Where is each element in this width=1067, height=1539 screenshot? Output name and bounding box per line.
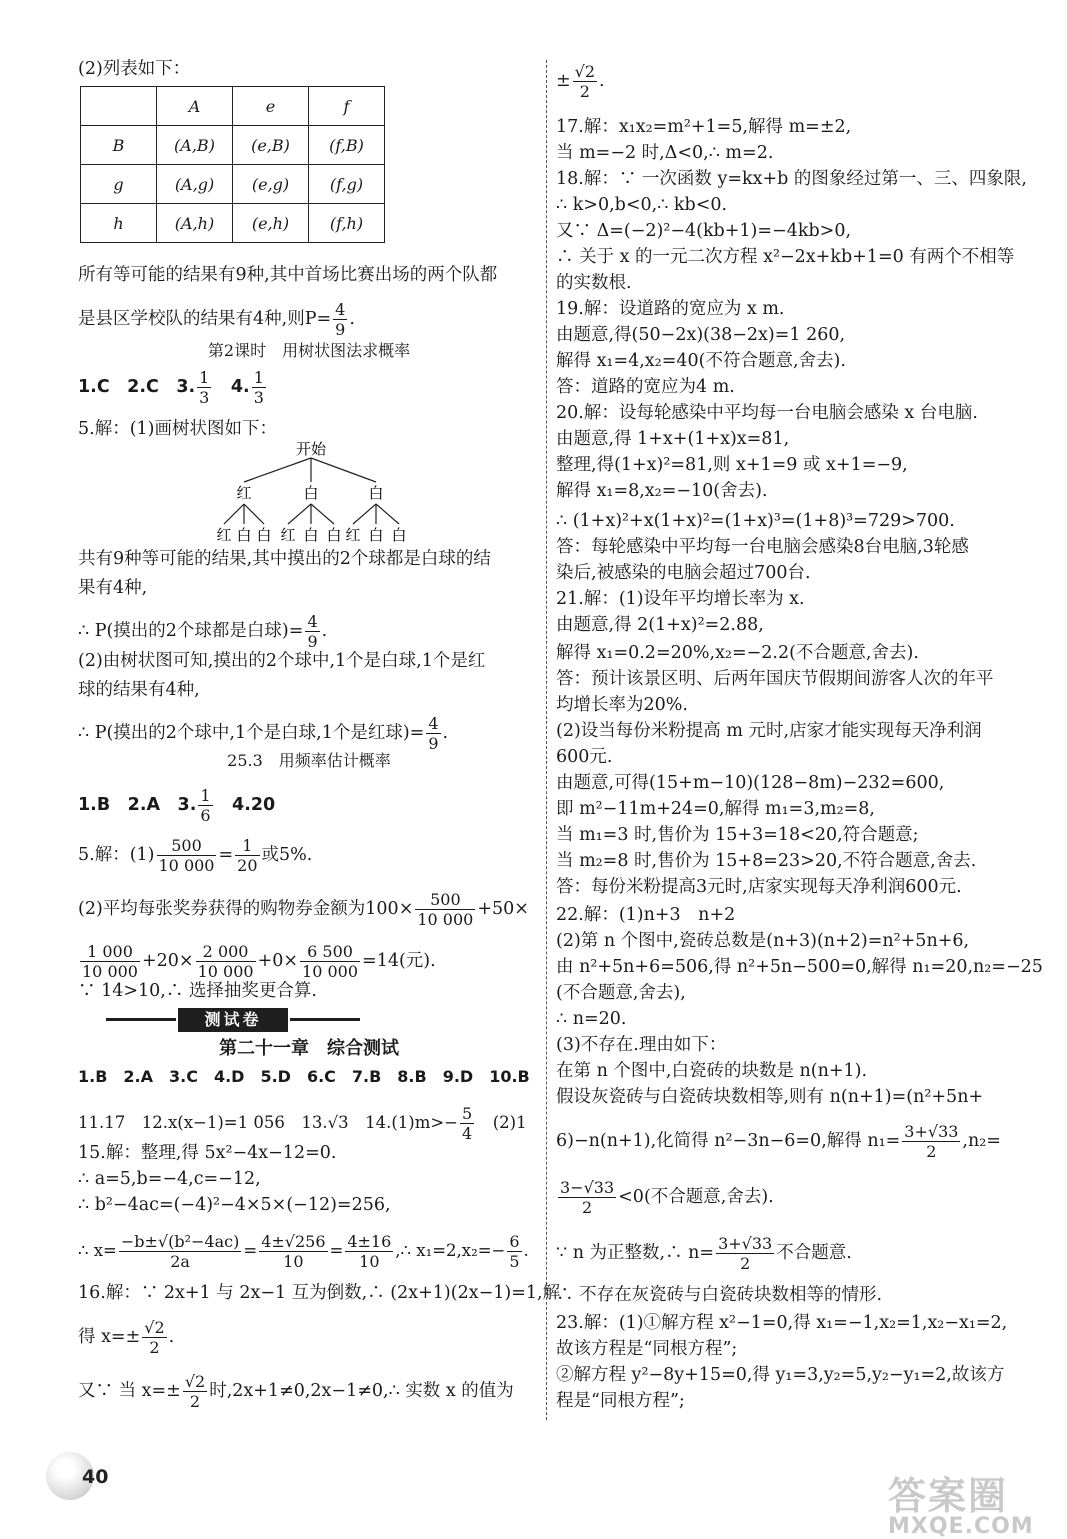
text-line: 故该方程是“同根方程”; [556, 1339, 738, 1359]
text-line: 答：每轮感染中平均每一台电脑会感染8台电脑,3轮感 [556, 537, 969, 557]
text-line: ∵ 14>10,∴ 选择抽奖更合算. [78, 981, 317, 1001]
text-line: 5.解：(1)画树状图如下： [78, 419, 277, 439]
text-line: (2)设当每份米粉提高 m 元时,店家才能实现每天净利润 [556, 721, 982, 741]
text-line: ∵ n 为正整数,∴ n= $\frac{3+√33}{2}$ 不合题意. [556, 1234, 852, 1273]
text-line: 又∵ Δ=(−2)²−4(kb+1)=−4kb>0, [556, 221, 852, 241]
table-cell: (e,g) [233, 165, 309, 204]
fraction: $\frac{2 000}{10 000}$ [197, 942, 254, 981]
text-line: 共有9种等可能的结果,其中摸出的2个球都是白球的结 [78, 549, 491, 569]
watermark [888, 1476, 1034, 1538]
fraction: $\frac{4\pm√256}{10}$ [261, 1232, 326, 1271]
fraction: $\frac{√2}{2}$ [184, 1372, 206, 1411]
text-line: 即 m²−11m+24=0,解得 m₁=3,m₂=8, [556, 799, 875, 819]
text-line: 整理,得(1+x)²=81,则 x+1=9 或 x+1=−9, [556, 455, 908, 475]
table-cell: A [157, 87, 233, 126]
tree-leaf: 红 [280, 526, 296, 544]
table-cell: h [81, 204, 157, 243]
fraction: $\frac{1}{20}$ [237, 836, 258, 875]
fraction: $\frac{5}{4}$ [462, 1104, 473, 1143]
tree-root: 开始 [295, 440, 327, 458]
text-line: $\frac{1 000}{10 000}$ +20× $\frac{2 000}{10 000}$ +0× $\frac{6 500}{10 000}$ =14(元). [82, 942, 436, 981]
text-line: 由 n²+5n+6=506,得 n²+5n−500=0,解得 n₁=20,n₂=−25 [556, 957, 1043, 977]
text-line: (3)不存在.理由如下： [556, 1035, 727, 1055]
text-line: 由题意,得 2(1+x)²=2.88, [556, 615, 764, 635]
fraction: $\frac{\text{−b±√(b²−4ac)}}{2a}$ [120, 1232, 240, 1271]
fraction: $\frac{1 000}{10 000}$ [82, 942, 138, 981]
text-line: ∴ (1+x)²+x(1+x)²=(1+x)³=(1+8)³=729>700. [556, 511, 955, 531]
watermark-url: MXQE.COM [888, 1514, 1034, 1539]
tree-leaf: 白 [256, 526, 272, 544]
text-line: 答：预计该景区明、后两年国庆节假期间游客人次的年平 [556, 669, 994, 689]
text-line: 答：每份米粉提高3元时,店家实现每天净利润600元. [556, 877, 962, 897]
table-row [81, 126, 385, 165]
section-heading: 第2课时 用树状图法求概率 [207, 341, 411, 360]
outcome-table [80, 86, 385, 243]
tree-leaf: 白 [236, 526, 252, 544]
tree-diagram [218, 440, 418, 548]
tree-leaf: 白 [303, 526, 319, 544]
text-line: 6)−n(n+1),化简得 n²−3n−6=0,解得 n₁= $\frac{3+√33}{2}$ ,n₂= [556, 1122, 1001, 1161]
text-line: 21.解：(1)设年平均增长率为 x. [556, 589, 805, 609]
text-line: 的实数根. [556, 273, 632, 293]
text-line: 果有4种, [78, 578, 148, 598]
text-line: (不合题意,舍去), [556, 983, 686, 1003]
table-cell: (A,B) [157, 126, 233, 165]
table-cell: B [81, 126, 157, 165]
tree-leaf: 白 [326, 526, 342, 544]
table-cell: e [233, 87, 309, 126]
text-line: 程是“同根方程”; [556, 1391, 685, 1411]
table-row [81, 165, 385, 204]
text-line: ∴ 关于 x 的一元二次方程 x²−2x+kb+1=0 有两个不相等 [556, 247, 1015, 267]
text-line: 解得 x₁=0.2=20%,x₂=−2.2(不合题意,舍去). [556, 643, 919, 663]
text-line: ②解方程 y²−8y+15=0,得 y₁=3,y₂=5,y₂−y₁=2,故该方 [556, 1365, 1005, 1385]
text-line: (2)平均每张奖券获得的购物券金额为100× $\frac{500}{10 000}$ +50× [78, 890, 529, 929]
table-cell: (A,g) [157, 165, 233, 204]
table-cell: (A,h) [157, 204, 233, 243]
text-line: $\frac{3-√33}{2}$ <0(不合题意,舍去). [560, 1178, 774, 1217]
text-line: 15.解：整理,得 5x²−4x−12=0. [78, 1143, 337, 1163]
fraction: $\frac{4}{9}$ [428, 714, 439, 753]
fraction: $\frac{3+√33}{2}$ [718, 1234, 773, 1273]
text-line: (2)第 n 个图中,瓷砖总数是(n+3)(n+2)=n²+5n+6, [556, 931, 970, 951]
text-line: 23.解：(1)①解方程 x²−1=0,得 x₁=−1,x₂=1,x₂−x₁=2, [556, 1313, 1008, 1333]
table-cell: (f,g) [309, 165, 385, 204]
text-line: 由题意,得(50−2x)(38−2x)=1 260, [556, 325, 846, 345]
answer-line: 1.B 2.A 3.C 4.D 5.D 6.C 7.B 8.B 9.D 10.B [78, 1067, 530, 1086]
fraction: $\frac{1}{3}$ [199, 368, 210, 407]
text-line: ∴ 不存在灰瓷砖与白瓷砖块数相等的情形. [556, 1285, 883, 1305]
text-line: 答：道路的宽应为4 m. [556, 377, 735, 397]
text-line: ∴ n=20. [556, 1009, 627, 1029]
answer-line: 11.17 12.x(x−1)=1 056 13.√3 14.(1)m>− $\frac{5}{4}$ (2)1 [78, 1104, 527, 1143]
table-cell: f [309, 87, 385, 126]
answer-line: 1.B 2.A 3. $\frac{1}{6}$ 4.20 [78, 786, 276, 825]
text-line: ∴ x= $\frac{\text{−b±√(b²−4ac)}}{2a}$ = $\frac{4\pm√256}{10}$ = $\frac{4\pm 16}{10}$ ,∴ x₁=2,x₂=− $\frac{6}{5}$ . [78, 1232, 529, 1271]
text-line: 当 m=−2 时,Δ<0,∴ m=2. [556, 143, 774, 163]
text-line: 18.解：∵ 一次函数 y=kx+b 的图象经过第一、三、四象限, [556, 169, 1027, 189]
fraction: $\frac{4\pm 16}{10}$ [347, 1232, 392, 1271]
text-line: 600元. [556, 747, 613, 767]
text-line: ∴ P(摸出的2个球中,1个是白球,1个是红球)= $\frac{4}{9}$ . [78, 714, 449, 753]
text-line: 在第 n 个图中,白瓷砖的块数是 n(n+1). [556, 1061, 868, 1081]
table-cell: (e,h) [233, 204, 309, 243]
tree-leaf: 白 [391, 526, 407, 544]
tree-leaf: 白 [368, 526, 384, 544]
tree-node: 白 [303, 484, 319, 502]
fraction: $\frac{4}{9}$ [307, 612, 318, 651]
text-line: 当 m₂=8 时,售价为 15+8=23>20,不符合题意,舍去. [556, 851, 977, 871]
text-line: ∴ b²−4ac=(−4)²−4×5×(−12)=256, [78, 1195, 391, 1215]
text-line: 当 m₁=3 时,售价为 15+3=18<20,符合题意; [556, 825, 919, 845]
answer-line: 1.C 2.C 3. $\frac{1}{3}$ 4. $\frac{1}{3}$ [78, 368, 264, 407]
tree-leaf: 红 [345, 526, 361, 544]
section-heading: 25.3 用频率估计概率 [227, 751, 391, 770]
text-line: 假设灰瓷砖与白瓷砖块数相等,则有 n(n+1)=(n²+5n+ [556, 1087, 984, 1107]
text-line: 是县区学校队的结果有4种,则P= $\frac{4}{9}$ . [78, 300, 355, 339]
text-line: 均增长率为20%. [556, 695, 688, 715]
column-divider [546, 60, 547, 1420]
fraction: $\frac{1}{3}$ [253, 368, 264, 407]
table-row [81, 87, 385, 126]
fraction: $\frac{3+√33}{2}$ [904, 1122, 959, 1161]
fraction: $\frac{√2}{2}$ [144, 1318, 165, 1357]
fraction: $\frac{4}{9}$ [335, 300, 346, 339]
table-cell: g [81, 165, 157, 204]
fraction: $\frac{500}{10 000}$ [158, 836, 215, 875]
text-line: 20.解：设每轮感染中平均每一台电脑会感染 x 台电脑. [556, 403, 978, 423]
text-line: 5.解：(1) $\frac{500}{10 000}$ = $\frac{1}{20}$ 或5%. [78, 836, 313, 875]
fraction: $\frac{6}{5}$ [509, 1232, 520, 1271]
text-line: ± $\frac{√2}{2}$ . [556, 62, 605, 101]
text-line: 22.解：(1)n+3 n+2 [556, 905, 736, 925]
text-line: 又∵ 当 x=± $\frac{√2}{2}$ 时,2x+1≠0,2x−1≠0,∴ 实数 x 的值为 [78, 1372, 514, 1411]
fraction: $\frac{500}{10 000}$ [417, 890, 474, 929]
table-cell [81, 87, 157, 126]
watermark-logo: 答案圈 [888, 1474, 1009, 1518]
text-line: 染后,被感染的电脑会超过700台. [556, 563, 811, 583]
text-line: 球的结果有4种, [78, 680, 200, 700]
text-line: 17.解：x₁x₂=m²+1=5,解得 m=±2, [556, 117, 852, 137]
tree-node: 白 [368, 484, 384, 502]
fraction: $\frac{1}{6}$ [200, 786, 211, 825]
text-line: 由题意,可得(15+m−10)(128−8m)−232=600, [556, 773, 945, 793]
table-cell: (f,h) [309, 204, 385, 243]
text-line: 由题意,得 1+x+(1+x)x=81, [556, 429, 790, 449]
text-line: (2)由树状图可知,摸出的2个球中,1个是白球,1个是红 [78, 651, 486, 671]
test-paper-banner: 测试卷 [178, 1008, 288, 1032]
tree-leaf: 红 [216, 526, 232, 544]
text-line: (2)列表如下： [78, 59, 191, 79]
text-line: 得 x=± $\frac{√2}{2}$ . [78, 1318, 175, 1357]
text-line: ∴ a=5,b=−4,c=−12, [78, 1169, 261, 1189]
page-number: 40 [82, 1466, 109, 1488]
text-line: 解得 x₁=8,x₂=−10(舍去). [556, 481, 768, 501]
fraction: $\frac{6 500}{10 000}$ [302, 942, 359, 981]
fraction: $\frac{√2}{2}$ [574, 62, 596, 101]
table-cell: (f,B) [309, 126, 385, 165]
text-line: 16.解：∵ 2x+1 与 2x−1 互为倒数,∴ (2x+1)(2x−1)=1,解 [78, 1283, 561, 1303]
text-line: 19.解：设道路的宽应为 x m. [556, 299, 785, 319]
chapter-heading: 第二十一章 综合测试 [219, 1038, 399, 1059]
text-line: 所有等可能的结果有9种,其中首场比赛出场的两个队都 [78, 265, 498, 285]
tree-node: 红 [236, 484, 252, 502]
text-line: ∴ k>0,b<0,∴ kb<0. [556, 195, 728, 215]
table-row [81, 204, 385, 243]
text-line: ∴ P(摸出的2个球都是白球)= $\frac{4}{9}$ . [78, 612, 328, 651]
fraction: $\frac{3-√33}{2}$ [560, 1178, 615, 1217]
text-line: 解得 x₁=4,x₂=40(不符合题意,舍去). [556, 351, 846, 371]
table-cell: (e,B) [233, 126, 309, 165]
